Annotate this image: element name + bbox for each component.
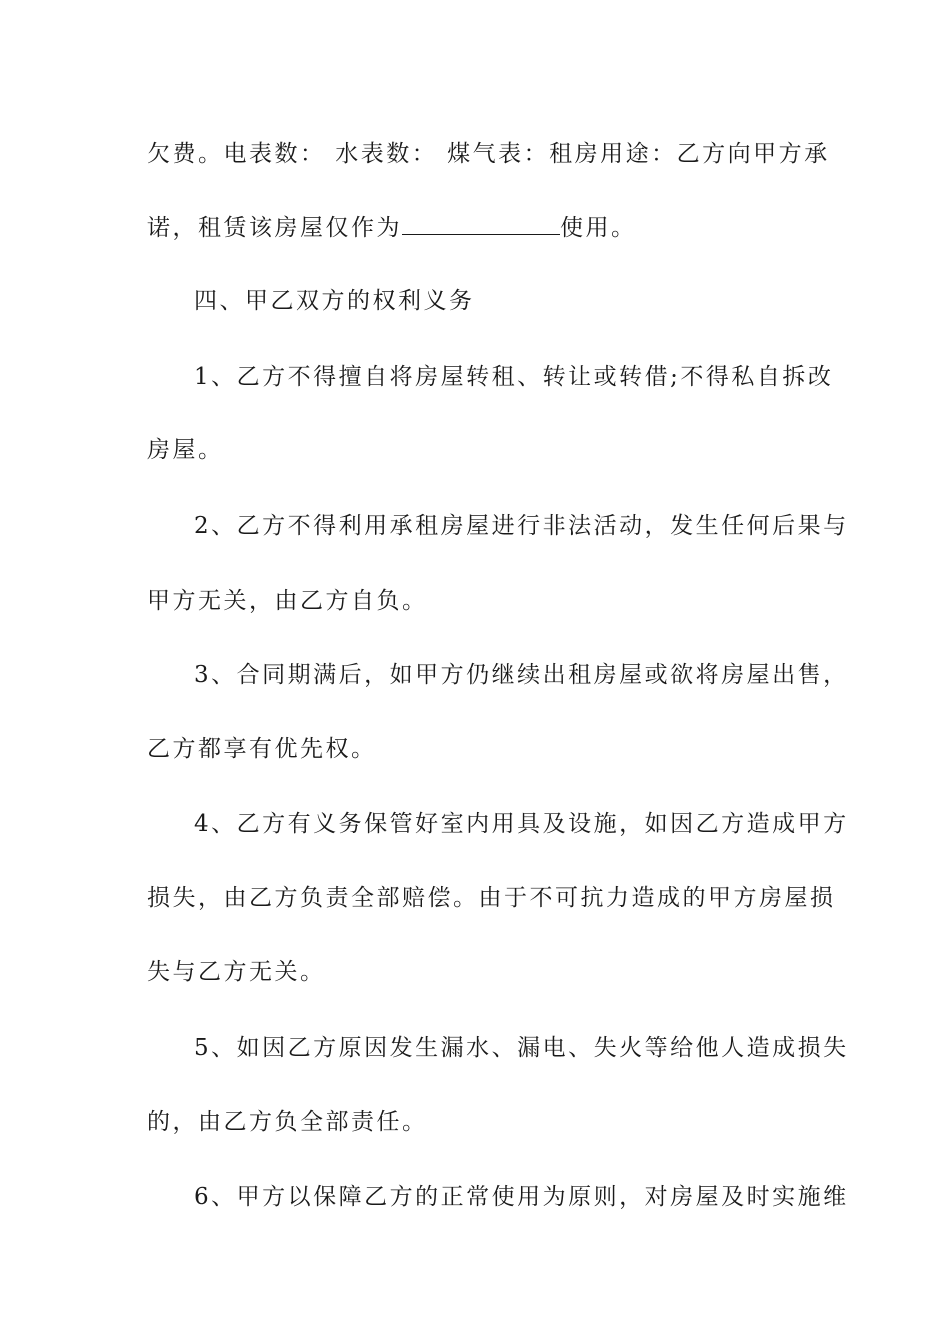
clause-2-line-2: 甲方无关，由乙方自负。 <box>147 588 428 614</box>
clause-3-line-2: 乙方都享有优先权。 <box>147 736 377 762</box>
section-heading: 四、甲乙双方的权利义务 <box>194 288 475 314</box>
clause-5-line-1: 5、如因乙方原因发生漏水、漏电、失火等给他人造成损失 <box>194 1035 849 1061</box>
clause-6-line-1: 6、甲方以保障乙方的正常使用为原则，对房屋及时实施维 <box>194 1184 849 1210</box>
clause-3-line-1: 3、合同期满后，如甲方仍继续出租房屋或欲将房屋出售， <box>194 662 849 688</box>
clause-4-line-1: 4、乙方有义务保管好室内用具及设施，如因乙方造成甲方 <box>194 811 849 837</box>
fill-in-blank <box>402 214 560 235</box>
clause-1-line-2: 房屋。 <box>147 437 224 463</box>
text-line: 欠费。电表数： 水表数： 煤气表：租房用途：乙方向甲方承 <box>147 141 830 167</box>
clause-4-line-2: 损失，由乙方负责全部赔偿。由于不可抗力造成的甲方房屋损 <box>147 885 836 911</box>
text-segment: 使用。 <box>560 215 637 241</box>
clause-4-line-3: 失与乙方无关。 <box>147 959 326 985</box>
clause-1-line-1: 1、乙方不得擅自将房屋转租、转让或转借;不得私自拆改 <box>194 364 834 390</box>
clause-2-line-1: 2、乙方不得利用承租房屋进行非法活动，发生任何后果与 <box>194 513 849 539</box>
clause-5-line-2: 的，由乙方负全部责任。 <box>147 1109 428 1135</box>
text-line-with-blank <box>147 214 637 240</box>
text-segment: 诺，租赁该房屋仅作为 <box>147 215 402 241</box>
